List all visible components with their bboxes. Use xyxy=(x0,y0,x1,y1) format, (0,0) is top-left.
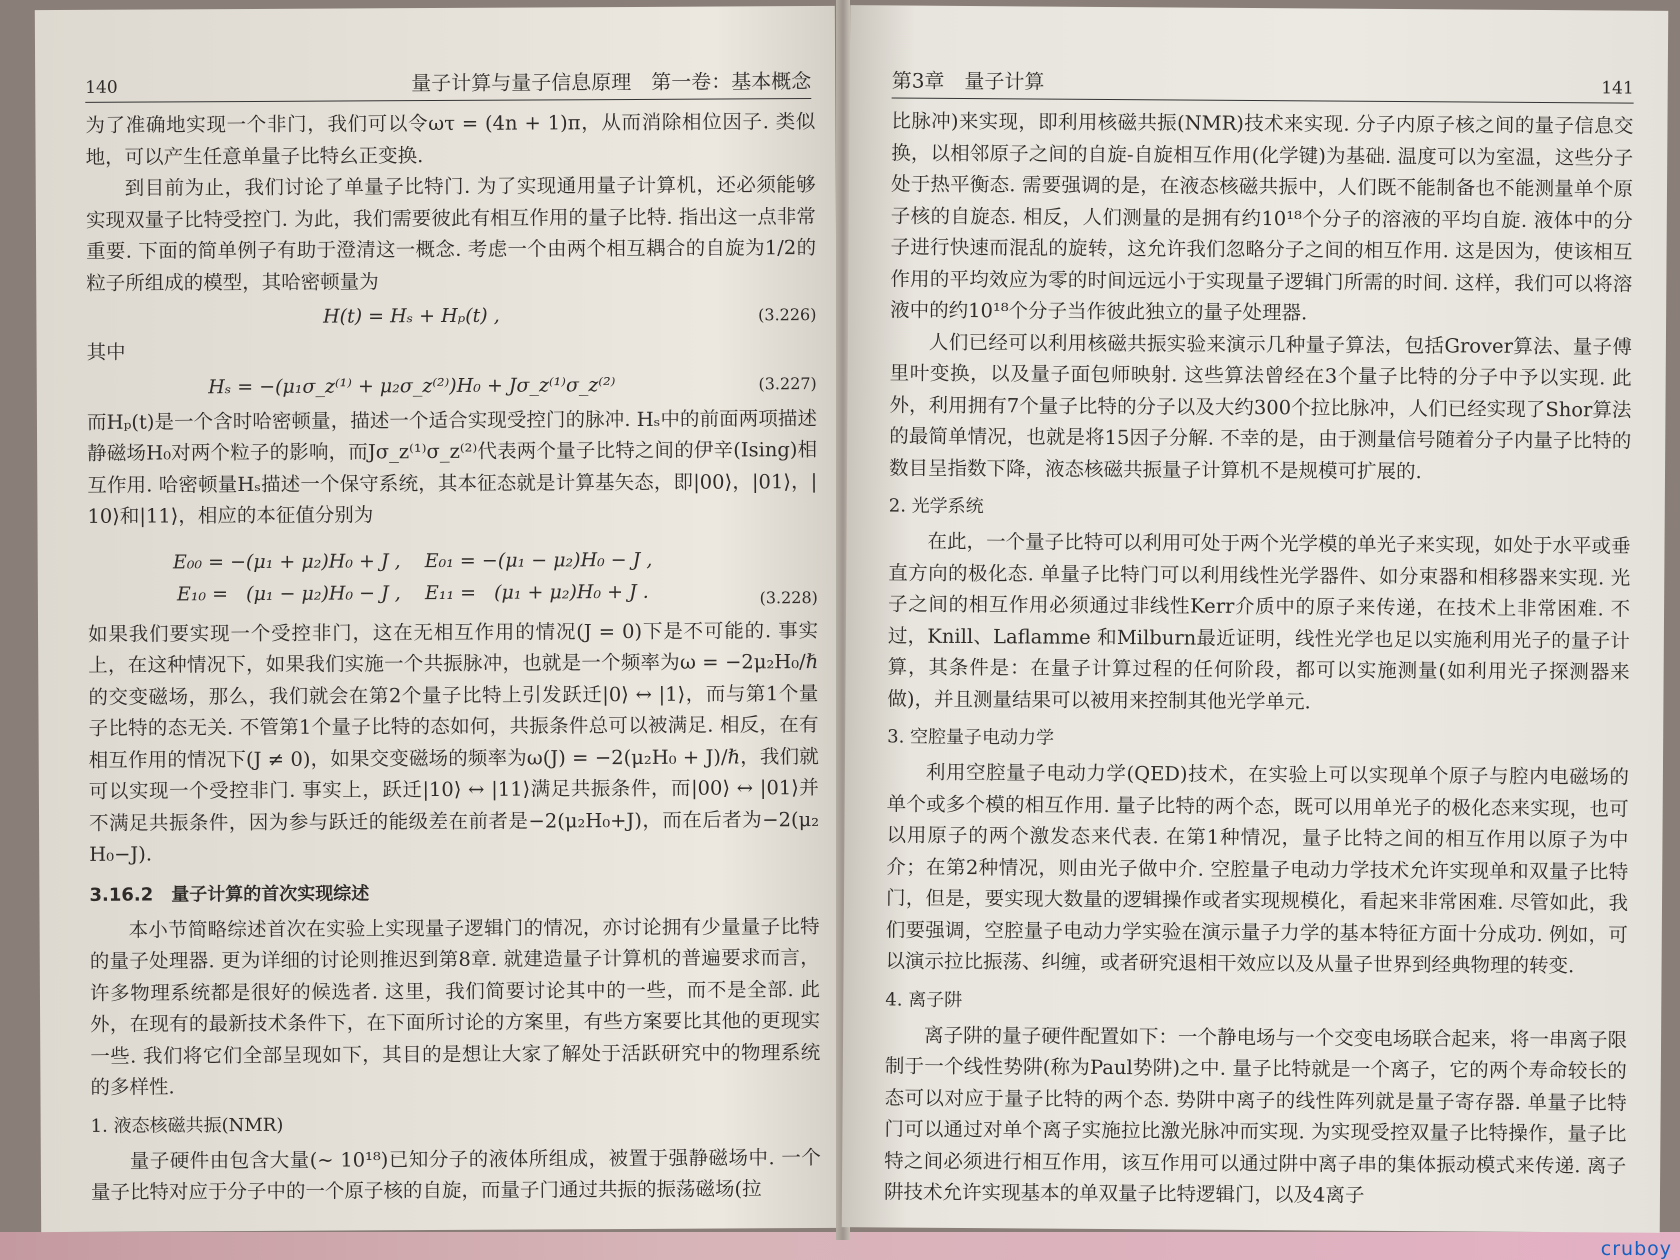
paragraph: 利用空腔量子电动力学(QED)技术，在实验上可以实现单个原子与腔内电磁场的单个或多个模的相互作用. 量子比特的两个态，既可以用单光子的极化态来实现，也可以用原子的两个激发态来代表. 在第1种情况，量子比特之间的相互作用以原子为中介；在第2种情况，则由光子做中介. 空腔量子电动力学技术允许实现单和双量子比特门，但是，要实现大数量的逻辑操作或者实现规模化，看起来非常困难. 尽管如此，我们要强调，空腔量子电动力学实验在演示量子力学的基本特征方面十分成功. 例如，可以演示拉比振荡、纠缠，或者研究退相干效应以及从量子世界到经典物理的转变. xyxy=(885,760,1629,978)
equation-body xyxy=(88,543,738,610)
paragraph: 为了准确地实现一个非门，我们可以令ωτ = (4n + 1)π，从而消除相位因子. 类似地，可以产生任意单量子比特幺正变换. xyxy=(85,110,816,169)
equation-number: (3.228) xyxy=(759,587,818,607)
paragraph: 在此，一个量子比特可以利用可处于两个光学模的单光子来实现，如处于水平或垂直方向的极化态. 单量子比特门可以利用线性光学器件、如分束器和相移器来实现. 光子之间的相互作用必须通过非线性Kerr介质中的原子来传递，在技术上非常困难. 不过，Knill、Laflamme 和Milburn最近证明，线性光学也足以实施利用光子的量子计算，其条件是：在量子计算过程的任何阶段，都可以实施测量(如利用光子探测器来做)，并且测量结果可以被用来控制其他光学单元. xyxy=(887,529,1631,713)
right-page xyxy=(842,5,1669,1233)
equation-number: (3.226) xyxy=(758,304,817,324)
equation-body: H(t) = Hₛ + Hₚ(t) , xyxy=(322,304,500,328)
equation-3-227 xyxy=(87,373,817,399)
subsection-heading: 3. 空腔量子电动力学 xyxy=(887,726,1055,749)
right-running-header xyxy=(892,59,1634,103)
paragraph: 如果我们要实现一个受控非门，这在无相互作用的情况(J = 0)下是不可能的. 事实上，在这种情况下，如果我们实施一个共振脉冲，也就是一个频率为ω = −2μ₂H₀/ℏ的交变磁场，那么，我们就会在第2个量子比特上引发跃迁|0⟩ ↔ |1⟩，而与第1个量子比特的态无关. 不管第1个量子比特的态如何，共振条件总可以被满足. 相反，在有相互作用的情况下(J ≠ 0)，如果交变磁场的频率为ω(J) = −2(μ₂H₀ + J)/ℏ，我们就可以实现一个受控非门. 事实上，跃迁|10⟩ ↔ |11⟩满足共振条件，而|00⟩ ↔ |01⟩并不满足共振条件，因为参与跃迁的能级差在前者是−2(μ₂H₀+J)，而在后者为−2(μ₂H₀−J). xyxy=(88,618,820,866)
label-qizhong: 其中 xyxy=(86,340,126,364)
paragraph: 比脉冲)来实现，即利用核磁共振(NMR)技术来实现. 分子内原子核之间的量子信息交换，以相邻原子之间的自旋-自旋相互作用(化学键)为基础. 温度可以为室温，这些分子处于热平衡态. 需要强调的是，在液态核磁共振中，人们既不能制备也不能测量单个原子核的自旋态. 相反，人们测量的是拥有约10¹⁸个分子的溶液的平均自旋. 液体中的分子进行快速而混乱的旋转，这允许我们忽略分子之间的相互作用. 这是因为，使该相互作用的平均效应为零的时间远远小于实现量子逻辑门所需的时间. 这样，我们可以将溶液中的约10¹⁸个分子当作彼此独立的量子处理器. xyxy=(890,109,1634,325)
paragraph: 本小节简略综述首次在实验上实现量子逻辑门的情况，亦讨论拥有少量量子比特的量子处理器. 更为详细的讨论则推迟到第8章. 就建造量子计算机的普遍要求而言，许多物理系统都是很好的候选者. 这里，我们简要讨论其中的一些，而不是全部. 此外，在现有的最新技术条件下，在下面所讨论的方案里，有些方案要比其他的更现实一些. 我们将它们全部呈现如下，其目的是想让大家了解处于活跃研究中的物理系统的多样性. xyxy=(89,914,821,1099)
left-page-content xyxy=(85,106,821,1208)
equation-line: E₁₀ = (μ₁ − μ₂)H₀ − J , E₁₁ = (μ₁ + μ₂)H₀ + J . xyxy=(176,580,649,605)
paragraph: 人们已经可以利用核磁共振实验来演示几种量子算法，包括Grover算法、量子傅里叶变换，以及量子面包师映射. 这些算法曾经在3个量子比特的分子中予以实现. 此外，利用拥有7个量子比特的分子以及大约300个拉比脉冲，人们已经实现了Shor算法的最简单情况，也就是将15因子分解. 不幸的是，由于测量信号随着分子内量子比特的数目呈指数下降，液态核磁共振量子计算机不是规模可扩展的. xyxy=(888,330,1632,483)
right-header-title: 第3章 量子计算 xyxy=(891,68,1045,94)
equation-body: Hₛ = −(μ₁σ_z⁽¹⁾ + μ₂σ_z⁽²⁾)H₀ + Jσ_z⁽¹⁾σ_z⁽²⁾ xyxy=(208,373,616,398)
right-page-number: 141 xyxy=(1601,78,1634,99)
paragraph: 到目前为止，我们讨论了单量子比特门. 为了实现通用量子计算机，还必须能够实现双量子比特受控门. 为此，我们需要彼此有相互作用的量子比特. 指出这一点非常重要. 下面的简单例子有助于澄清这一概念. 考虑一个由两个相互耦合的自旋为1/2的粒子所组成的模型，其哈密顿量为 xyxy=(85,173,817,295)
left-running-header xyxy=(85,60,811,103)
left-header-title: 量子计算与量子信息原理 第一卷：基本概念 xyxy=(411,69,812,96)
paragraph: 离子阱的量子硬件配置如下：一个静电场与一个交变电场联合起来，将一串离子限制于一个线性势阱(称为Paul势阱)之中. 量子比特就是一个离子，它的两个寿命较长的态可以对应于量子比特的两个态. 势阱中离子的线性阵列就是量子寄存器. 单量子比特门可以通过对单个离子实施拉比激光脉冲而实现. 为实现受控双量子比特操作，量子比特之间必须进行相互作用，该互作用可以通过阱中离子串的集体振动模式来传递. 离子阱技术允许实现基本的单双量子比特逻辑门，以及4离子 xyxy=(883,1023,1628,1207)
subsection-heading: 4. 离子阱 xyxy=(885,988,963,1011)
equation-3-226 xyxy=(86,303,816,329)
equation-3-228 xyxy=(88,543,818,611)
left-page xyxy=(35,6,841,1232)
paragraph: 量子硬件由包含大量(∼ 10¹⁸)已知分子的液体所组成，被置于强静磁场中. 一个量子比特对应于分子中的一个原子核的自旋，而量子门通过共振的振荡磁场(拉 xyxy=(90,1145,821,1204)
watermark: cruboy xyxy=(1600,1238,1672,1260)
left-page-number: 140 xyxy=(85,77,118,98)
right-page-content xyxy=(884,105,1634,1213)
paragraph: 而Hₚ(t)是一个含时哈密顿量，描述一个适合实现受控门的脉冲. Hₛ中的前面两项描述静磁场H₀对两个粒子的影响，而Jσ_z⁽¹⁾σ_z⁽²⁾代表两个量子比特之间的伊辛(Ising)相互作用. 哈密顿量Hₛ描述一个保守系统，其本征态就是计算基矢态，即|00⟩，|01⟩，|10⟩和|11⟩，相应的本征值分别为 xyxy=(86,406,818,528)
equation-number: (3.227) xyxy=(758,374,817,394)
subsection-heading: 2. 光学系统 xyxy=(888,495,984,518)
section-heading: 3.16.2 量子计算的首次实现综述 xyxy=(89,882,370,906)
equation-line: E₀₀ = −(μ₁ + μ₂)H₀ + J , E₀₁ = −(μ₁ − μ₂)H₀ − J , xyxy=(172,548,653,573)
subsection-heading: 1. 液态核磁共振(NMR) xyxy=(90,1114,284,1137)
